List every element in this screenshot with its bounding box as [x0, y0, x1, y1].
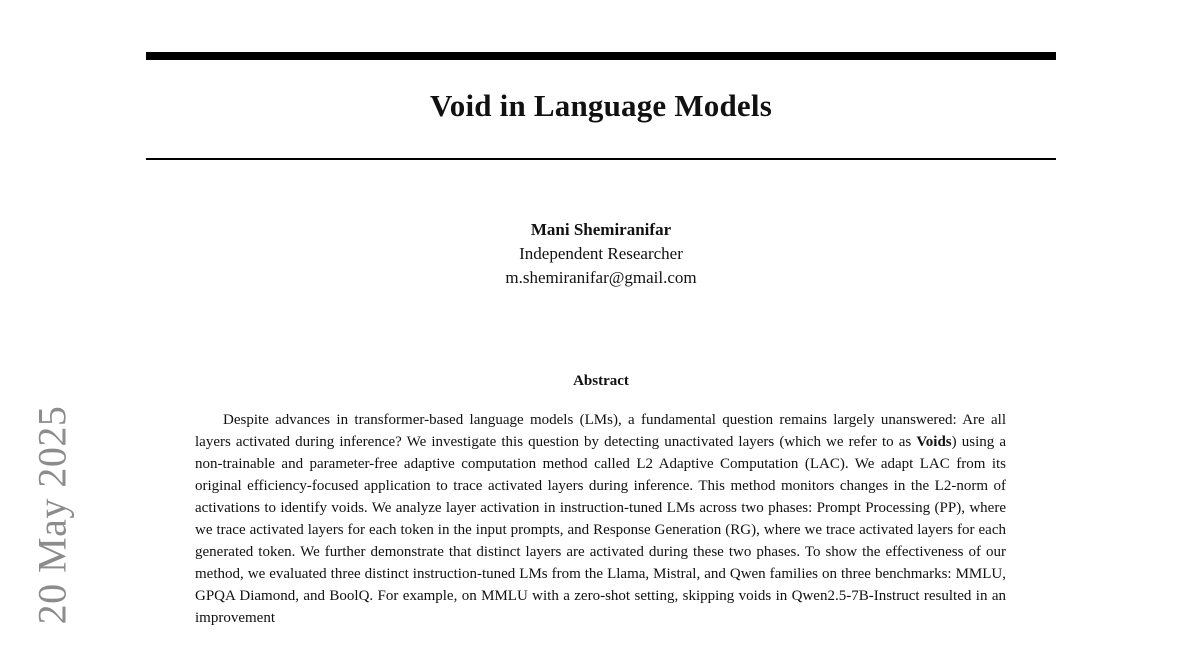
paper-title: Void in Language Models — [430, 88, 772, 123]
author-name: Mani Shemiranifar — [530, 220, 672, 239]
abstract-body — [195, 409, 1006, 629]
abstract-bold-term: Voids — [916, 434, 952, 450]
arxiv-date-stamp: 20 May 2025 — [29, 405, 75, 625]
top-rule — [146, 52, 1056, 60]
abstract-text-part-1: Despite advances in transformer-based language models (LMs), a fundamental question remains largely unanswered: Are all layers activated during inference? We investigate this question by detecting unactivated layers (which we refer to as — [195, 412, 1006, 450]
abstract-text-part-2: ) using a non-trainable and parameter-free adaptive computation method called L2 Adaptive Computation (LAC). We adapt LAC from its original efficiency-focused application to trace activated layers during inference. This method monitors changes in the L2-norm of activations to identify voids. We analyze layer activation in instruction-tuned LMs across two phases: Prompt Processing (PP), where we trace activated layers for each token in the input prompts, and Response Generation (RG), where we trace activated layers for each generated token. We further demonstrate that distinct layers are activated during these two phases. To show the effectiveness of our method, we evaluated three distinct instruction-tuned LMs from the Llama, Mistral, and Qwen families on three benchmarks: MMLU, GPQA Diamond, and BoolQ. For example, on MMLU with a zero-shot setting, skipping voids in Qwen2.5-7B-Instruct resulted in an improvement — [195, 434, 1006, 626]
abstract-heading: Abstract — [573, 373, 629, 389]
title-rule — [146, 158, 1056, 160]
author-email: m.shemiranifar@gmail.com — [505, 268, 697, 287]
author-affiliation: Independent Researcher — [519, 244, 683, 263]
author-block — [146, 218, 1056, 290]
